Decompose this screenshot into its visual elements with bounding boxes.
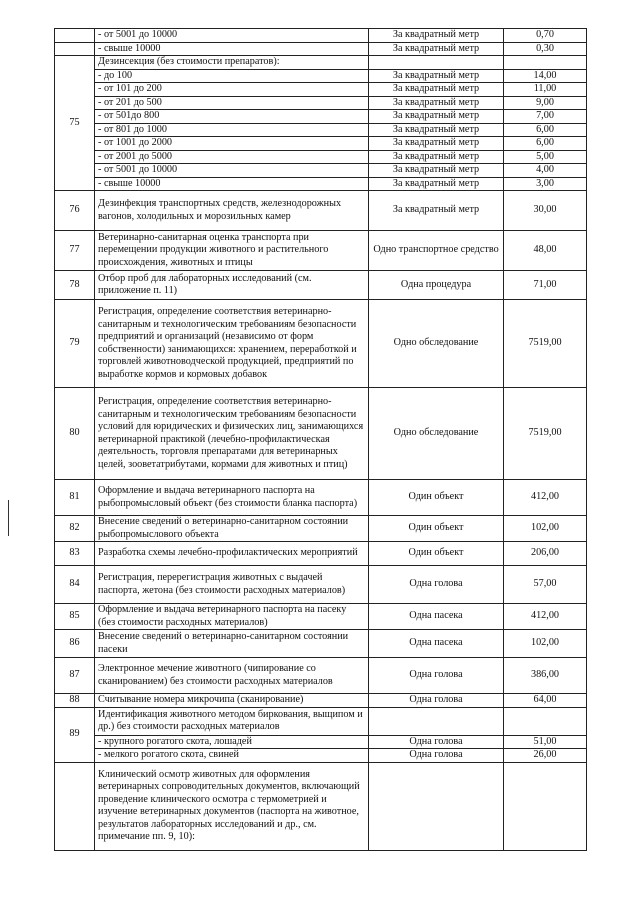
row-number: 81 (55, 480, 95, 516)
unit-of-measure: За квадратный метр (369, 69, 504, 83)
table-row (55, 164, 587, 178)
unit-of-measure: Один объект (369, 516, 504, 542)
margin-mark (8, 500, 9, 536)
row-number (55, 762, 95, 850)
price-value: 386,00 (504, 658, 587, 694)
table-row (55, 271, 587, 300)
service-description: Клинический осмотр животных для оформления ветеринарных сопроводительных документов, включающий проведение клинического осмотра с термометрией и изучение ветеринарных документов (паспорта на животное, результатов лабораторных исследований и др., см. примечание пп. 9, 10): (95, 762, 369, 850)
unit-of-measure: За квадратный метр (369, 150, 504, 164)
unit-of-measure (369, 56, 504, 70)
price-value: 0,30 (504, 42, 587, 56)
row-number: 75 (55, 56, 95, 191)
unit-of-measure: Одна голова (369, 658, 504, 694)
row-number: 86 (55, 630, 95, 658)
price-value: 57,00 (504, 566, 587, 604)
unit-of-measure: За квадратный метр (369, 83, 504, 97)
service-description: - до 100 (95, 69, 369, 83)
unit-of-measure: Одно обследование (369, 388, 504, 480)
row-number (55, 42, 95, 56)
row-number: 84 (55, 566, 95, 604)
table-row (55, 137, 587, 151)
service-description: - от 2001 до 5000 (95, 150, 369, 164)
table-row (55, 42, 587, 56)
table-row (55, 123, 587, 137)
price-value (504, 762, 587, 850)
service-description: Внесение сведений о ветеринарно-санитарном состоянии рыбопромыслового объекта (95, 516, 369, 542)
unit-of-measure: За квадратный метр (369, 96, 504, 110)
service-description: Дезинфекция транспортных средств, железнодорожных вагонов, холодильных и морозильных камер (95, 191, 369, 231)
table-row (55, 191, 587, 231)
table-row (55, 604, 587, 630)
table-row (55, 694, 587, 708)
price-value: 64,00 (504, 694, 587, 708)
service-description: Внесение сведений о ветеринарно-санитарном состоянии пасеки (95, 630, 369, 658)
table-row (55, 83, 587, 97)
row-number: 83 (55, 542, 95, 566)
price-value (504, 707, 587, 735)
service-description: Регистрация, перерегистрация животных с выдачей паспорта, жетона (без стоимости расходных материалов) (95, 566, 369, 604)
row-number: 80 (55, 388, 95, 480)
unit-of-measure: За квадратный метр (369, 42, 504, 56)
row-number: 88 (55, 694, 95, 708)
unit-of-measure: Одна процедура (369, 271, 504, 300)
unit-of-measure: Одна пасека (369, 630, 504, 658)
price-value: 9,00 (504, 96, 587, 110)
unit-of-measure: Одна пасека (369, 604, 504, 630)
service-description: - мелкого рогатого скота, свиней (95, 749, 369, 763)
price-value (504, 56, 587, 70)
service-description: - от 801 до 1000 (95, 123, 369, 137)
table-row (55, 177, 587, 191)
price-value: 3,00 (504, 177, 587, 191)
price-value: 0,70 (504, 29, 587, 43)
unit-of-measure: Одна голова (369, 566, 504, 604)
service-description: - от 501до 800 (95, 110, 369, 124)
unit-of-measure: Одно транспортное средство (369, 231, 504, 271)
service-description: Ветеринарно-санитарная оценка транспорта при перемещении продукции животного и растительного происхождения, животных и птицы (95, 231, 369, 271)
unit-of-measure: За квадратный метр (369, 123, 504, 137)
service-description: Регистрация, определение соответствия ветеринарно-санитарным и технологическим требованиям безопасности предприятий и организаций (независимо от форм собственности) занимающихся: хранением, переработкой и торговлей животноводческой продукцией, предприятий по выработке кормов и кормовых добавок (95, 300, 369, 388)
unit-of-measure: Одна голова (369, 694, 504, 708)
table-row (55, 110, 587, 124)
price-value: 7519,00 (504, 300, 587, 388)
price-value: 48,00 (504, 231, 587, 271)
table-row (55, 542, 587, 566)
table-row (55, 658, 587, 694)
service-description: Считывание номера микрочипа (сканирование) (95, 694, 369, 708)
price-value: 206,00 (504, 542, 587, 566)
table-row (55, 56, 587, 70)
price-value: 14,00 (504, 69, 587, 83)
unit-of-measure: За квадратный метр (369, 191, 504, 231)
price-value: 102,00 (504, 630, 587, 658)
service-description: Дезинсекция (без стоимости препаратов): (95, 56, 369, 70)
unit-of-measure: За квадратный метр (369, 110, 504, 124)
table-row (55, 566, 587, 604)
service-description: Идентификация животного методом биркования, выщипом и др.) без стоимости расходных материалов (95, 707, 369, 735)
price-value: 7,00 (504, 110, 587, 124)
unit-of-measure: За квадратный метр (369, 137, 504, 151)
price-value: 11,00 (504, 83, 587, 97)
row-number (55, 29, 95, 43)
service-description: - от 201 до 500 (95, 96, 369, 110)
price-value: 4,00 (504, 164, 587, 178)
row-number: 78 (55, 271, 95, 300)
table-row (55, 150, 587, 164)
unit-of-measure: Один объект (369, 480, 504, 516)
row-number: 87 (55, 658, 95, 694)
price-value: 51,00 (504, 735, 587, 749)
price-value: 71,00 (504, 271, 587, 300)
price-value: 5,00 (504, 150, 587, 164)
price-value: 30,00 (504, 191, 587, 231)
table-row (55, 707, 587, 735)
row-number: 79 (55, 300, 95, 388)
service-description: - от 1001 до 2000 (95, 137, 369, 151)
row-number: 76 (55, 191, 95, 231)
table-row (55, 749, 587, 763)
unit-of-measure: Одна голова (369, 749, 504, 763)
table-row (55, 630, 587, 658)
service-description: - свыше 10000 (95, 177, 369, 191)
table-row (55, 762, 587, 850)
service-description: Электронное мечение животного (чипирование со сканированием) без стоимости расходных материалов (95, 658, 369, 694)
service-description: Оформление и выдача ветеринарного паспорта на рыбопромысловый объект (без стоимости бланка паспорта) (95, 480, 369, 516)
service-description: - крупного рогатого скота, лошадей (95, 735, 369, 749)
tariff-table (54, 28, 587, 851)
unit-of-measure (369, 762, 504, 850)
tariff-table-body (55, 29, 587, 851)
unit-of-measure (369, 707, 504, 735)
table-row (55, 69, 587, 83)
table-row (55, 300, 587, 388)
service-description: - свыше 10000 (95, 42, 369, 56)
price-value: 102,00 (504, 516, 587, 542)
unit-of-measure: Одна голова (369, 735, 504, 749)
table-row (55, 388, 587, 480)
unit-of-measure: Один объект (369, 542, 504, 566)
service-description: Разработка схемы лечебно-профилактических мероприятий (95, 542, 369, 566)
row-number: 77 (55, 231, 95, 271)
price-value: 6,00 (504, 137, 587, 151)
table-row (55, 96, 587, 110)
service-description: - от 101 до 200 (95, 83, 369, 97)
price-value: 26,00 (504, 749, 587, 763)
row-number: 89 (55, 707, 95, 762)
service-description: - от 5001 до 10000 (95, 164, 369, 178)
service-description: Оформление и выдача ветеринарного паспорта на пасеку (без стоимости расходных материалов) (95, 604, 369, 630)
row-number: 85 (55, 604, 95, 630)
table-row (55, 231, 587, 271)
unit-of-measure: За квадратный метр (369, 177, 504, 191)
table-row (55, 480, 587, 516)
row-number: 82 (55, 516, 95, 542)
price-value: 7519,00 (504, 388, 587, 480)
table-row (55, 735, 587, 749)
table-row (55, 516, 587, 542)
price-value: 412,00 (504, 480, 587, 516)
service-description: Отбор проб для лабораторных исследований (см. приложение п. 11) (95, 271, 369, 300)
service-description: - от 5001 до 10000 (95, 29, 369, 43)
service-description: Регистрация, определение соответствия ветеринарно-санитарным и технологическим требованиям безопасности условий для юридических и физических лиц, занимающихся ветеринарной практикой (лечебно-профилактическая деятельность, торговля препаратами для ветеринарных целей, зооветатрибутами, кормами для животных и птиц) (95, 388, 369, 480)
unit-of-measure: За квадратный метр (369, 29, 504, 43)
unit-of-measure: Одно обследование (369, 300, 504, 388)
table-row (55, 29, 587, 43)
price-value: 412,00 (504, 604, 587, 630)
price-value: 6,00 (504, 123, 587, 137)
unit-of-measure: За квадратный метр (369, 164, 504, 178)
